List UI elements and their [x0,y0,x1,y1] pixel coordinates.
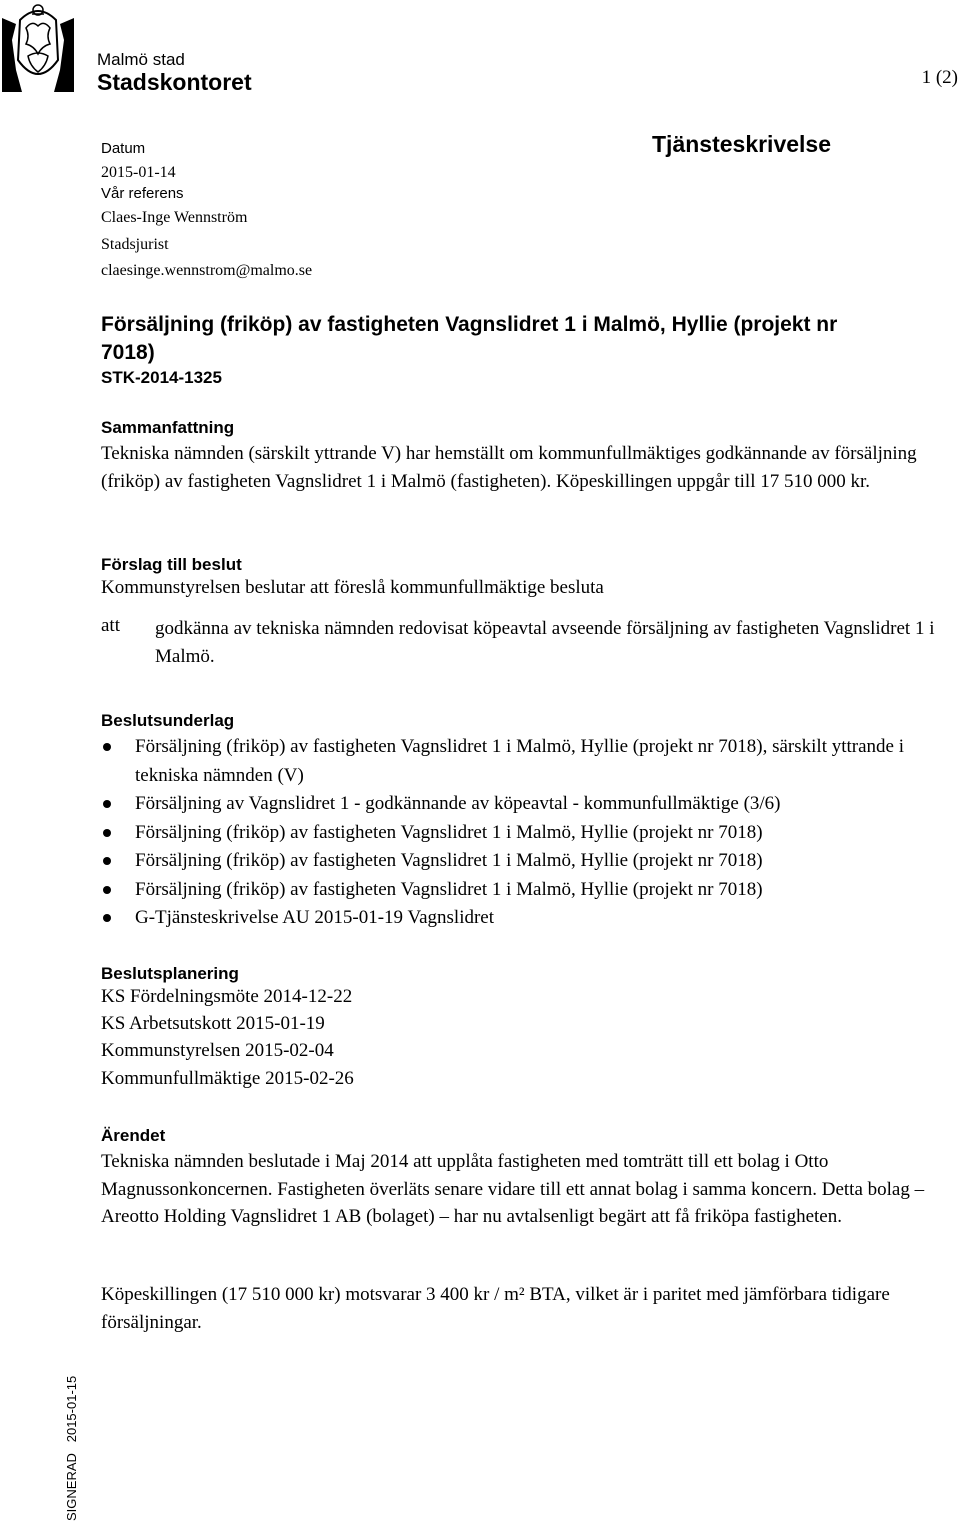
list-item [101,847,956,876]
list-item-text: Försäljning (friköp) av fastigheten Vagnslidret 1 i Malmö, Hyllie (projekt nr 7018) [135,850,763,871]
list-item [101,733,956,790]
org-city: Malmö stad [97,50,185,69]
planning-item: KS Arbetsutskott 2015-01-19 [101,1013,325,1034]
planning-heading: Beslutsplanering [101,964,239,983]
basis-list [101,733,956,933]
list-item [101,819,956,848]
proposal-text: Kommunstyrelsen beslutar att föreslå kommunfullmäktige besluta [101,577,604,598]
summary-text: Tekniska nämnden (särskilt yttrande V) har hemställt om kommunfullmäktiges godkännande av försäljning (friköp) av fastigheten Vagnslidret 1 i Malmö (fastigheten). Köpeskillingen uppgår till 17 510 000 kr. [101,443,917,492]
date-value: 2015-01-14 [101,164,176,181]
bullet-icon [103,886,111,894]
list-item-text: Försäljning (friköp) av fastigheten Vagnslidret 1 i Malmö, Hyllie (projekt nr 7018) [135,878,763,900]
list-item [101,876,956,905]
planning-item: Kommunfullmäktige 2015-02-26 [101,1068,354,1089]
planning-item: Kommunstyrelsen 2015-02-04 [101,1040,334,1061]
summary-heading: Sammanfattning [101,418,235,437]
basis-heading: Beslutsunderlag [101,711,235,730]
date-label: Datum [101,140,146,157]
reference-label: Vår referens [101,185,184,202]
matter-paragraph-2: Köpeskillingen (17 510 000 kr) motsvarar 3 400 kr / m² BTA, vilket är i paritet med jämförbara tidigare försäljningar. [101,1284,890,1333]
author-role: Stadsjurist [101,236,169,253]
bullet-icon [103,914,111,922]
att-text: godkänna av tekniska nämnden redovisat köpeavtal avseende försäljning av fastigheten Vagnslidret 1 i Malmö. [155,618,935,667]
document-title: Försäljning (friköp) av fastigheten Vagnslidret 1 i Malmö, Hyllie (projekt nr 7018) [101,313,838,364]
list-item-text: Försäljning (friköp) av fastigheten Vagnslidret 1 i Malmö, Hyllie (projekt nr 7018) [135,821,763,843]
malmo-coat-of-arms-icon [2,0,74,92]
matter-paragraph-1: Tekniska nämnden beslutade i Maj 2014 att upplåta fastigheten med tomträtt till ett bolag i Otto Magnussonkoncernen. Fastigheten överläts senare vidare till ett annat bolag i samma koncern. Detta bolag – Areotto Holding Vagnslidret 1 AB (bolaget) – har nu avtalsenligt begärt att få friköpa fastigheten. [101,1151,925,1227]
bullet-icon [103,829,111,837]
page-number: 1 (2) [921,67,958,88]
case-number: STK-2014-1325 [101,368,222,387]
signature-stamp: SIGNERAD 2015-01-15 [64,1375,79,1521]
list-item-text: Försäljning (friköp) av fastigheten Vagnslidret 1 i Malmö, Hyllie (projekt nr 7018), särskilt yttrande i tekniska nämnden (V) [135,736,904,786]
att-label: att [101,615,120,636]
planning-item: KS Fördelningsmöte 2014-12-22 [101,986,353,1007]
document-type: Tjänsteskrivelse [652,131,832,157]
author-email: claesinge.wennstrom@malmo.se [101,262,313,279]
bullet-icon [103,800,111,808]
matter-heading: Ärendet [101,1126,166,1145]
list-item-text: G-Tjänsteskrivelse AU 2015-01-19 Vagnslidret [135,907,495,928]
list-item [101,904,956,933]
list-item [101,790,956,819]
bullet-icon [103,857,111,865]
author-name: Claes-Inge Wennström [101,209,248,226]
list-item-text: Försäljning av Vagnslidret 1 - godkännande av köpeavtal - kommunfullmäktige (3/6) [135,793,781,814]
proposal-heading: Förslag till beslut [101,555,242,574]
org-department: Stadskontoret [97,69,252,95]
bullet-icon [103,743,111,751]
